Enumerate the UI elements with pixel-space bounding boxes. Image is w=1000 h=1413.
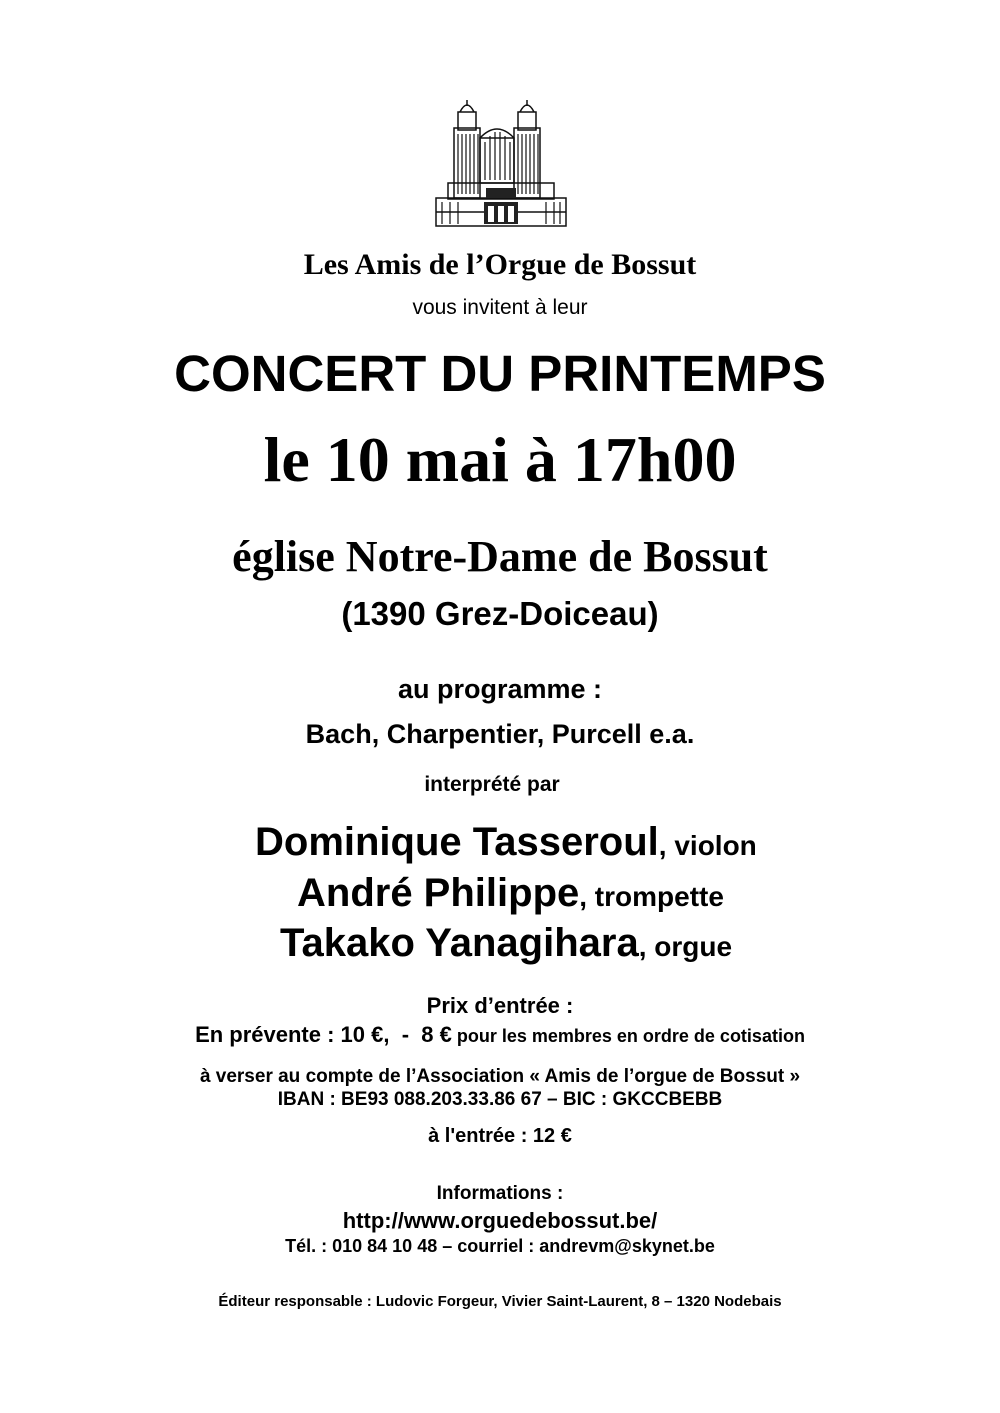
church-organ-icon [428, 98, 574, 234]
info-label: Informations : [436, 1183, 564, 1204]
performer-instrument: , violon [658, 830, 757, 861]
organizer-name: Les Amis de l’Orgue de Bossut [303, 248, 697, 281]
performer-name: Dominique Tasseroul [255, 820, 659, 864]
door-price: à l'entrée : 12 € [428, 1125, 572, 1147]
concert-date: le 10 mai à 17h00 [263, 424, 737, 495]
performer-name: André Philippe [297, 871, 580, 915]
invitation-text: vous invitent à leur [412, 296, 588, 319]
account-text: à verser au compte de l’Association « Amis de l’orgue de Bossut » [199, 1066, 801, 1087]
venue-city: (1390 Grez-Doiceau) [341, 595, 659, 632]
contact-text: Tél. : 010 84 10 48 – courriel : andrevm@skynet.be [285, 1236, 715, 1256]
presale-price [0, 1022, 1000, 1048]
performer-line [280, 921, 732, 966]
website-link[interactable]: http://www.orguedebossut.be/ [342, 1208, 658, 1233]
performer-instrument: , trompette [579, 881, 724, 912]
performer-line [297, 871, 724, 916]
presale-price-note: pour les membres en ordre de cotisation [451, 1026, 805, 1046]
iban-text: IBAN : BE93 088.203.33.86 67 – BIC : GKCCBEBB [277, 1089, 723, 1110]
price-label: Prix d’entrée : [426, 993, 574, 1018]
concert-title: CONCERT DU PRINTEMPS [174, 345, 826, 402]
performer-instrument: , orgue [638, 931, 733, 962]
performer-name: Takako Yanagihara [280, 921, 639, 965]
program-composers: Bach, Charpentier, Purcell e.a. [305, 719, 695, 749]
program-label: au programme : [397, 674, 603, 704]
publisher-text: Éditeur responsable : Ludovic Forgeur, Vivier Saint-Laurent, 8 – 1320 Nodebais [218, 1293, 782, 1310]
presale-price-main: En prévente : 10 €, - 8 € [195, 1022, 452, 1047]
venue-name: église Notre-Dame de Bossut [232, 532, 768, 581]
performed-by-label: interprété par [424, 773, 560, 796]
performer-line [255, 820, 757, 865]
